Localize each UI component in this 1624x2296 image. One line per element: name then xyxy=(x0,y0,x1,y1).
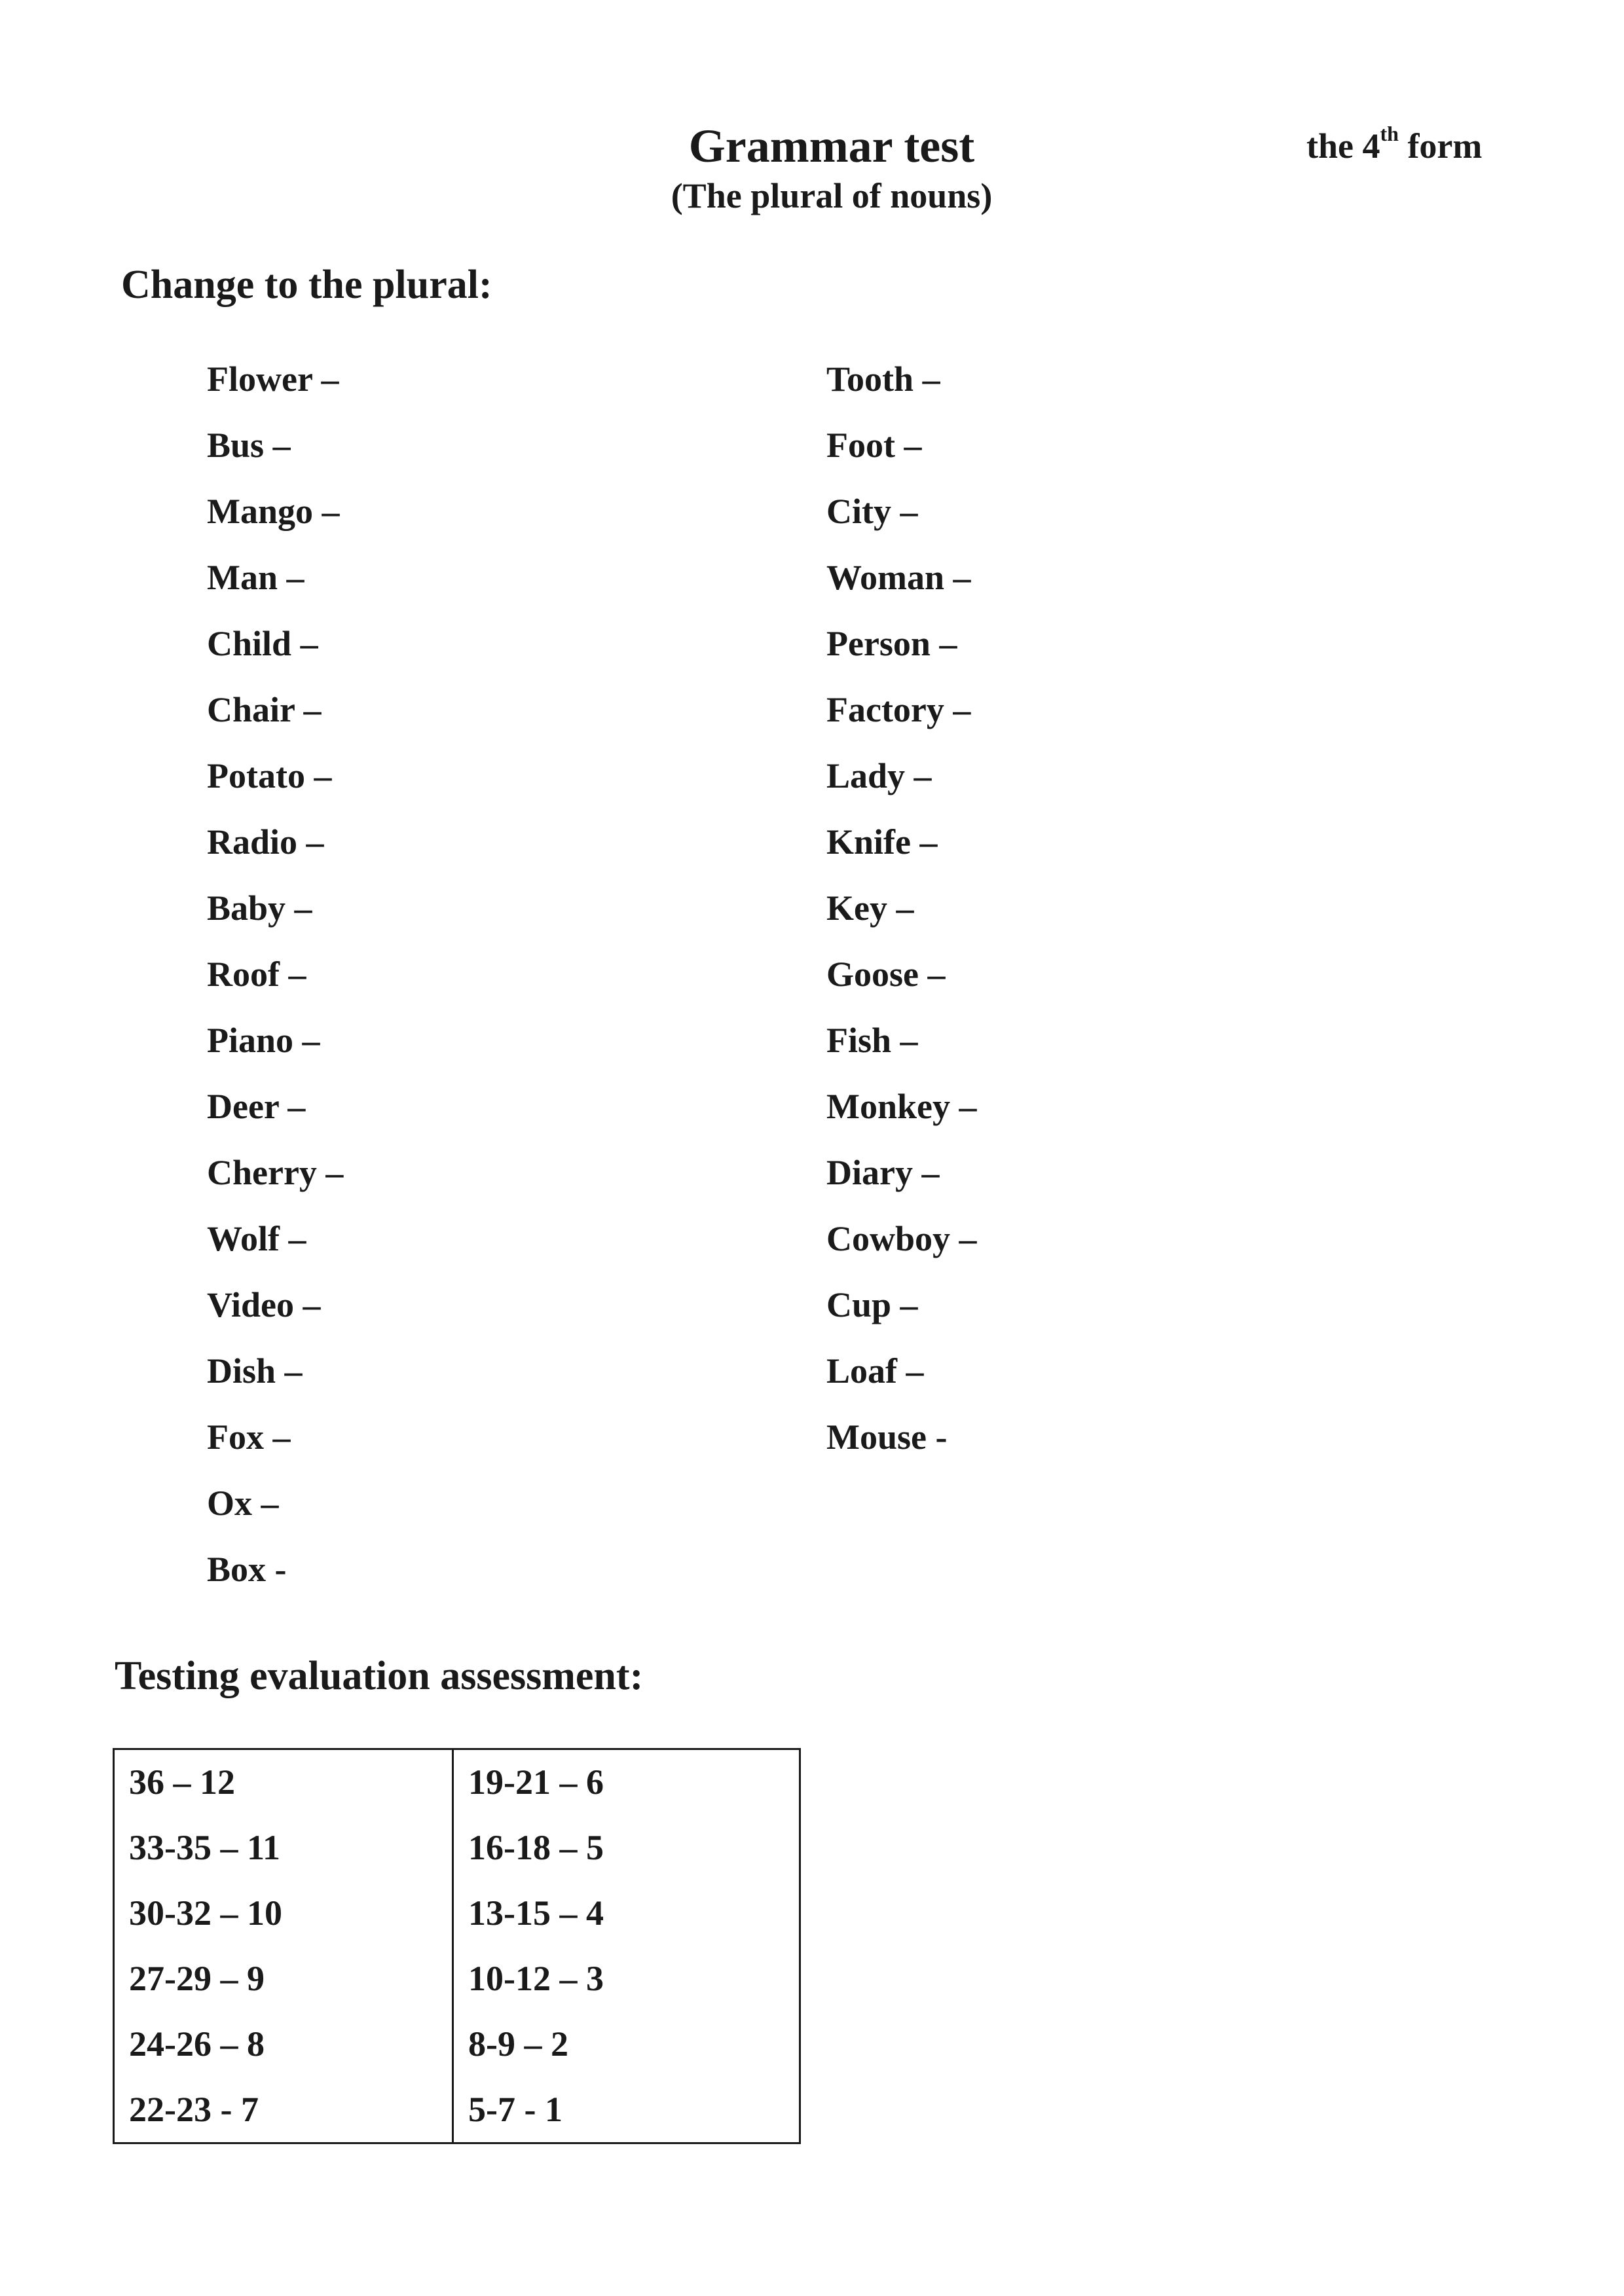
word-item: Man – xyxy=(207,558,304,597)
word-item: Piano – xyxy=(207,1021,320,1060)
score-cell: 13-15 – 4 xyxy=(468,1893,604,1933)
form-label-superscript: th xyxy=(1380,122,1399,145)
score-cell: 24-26 – 8 xyxy=(129,2024,265,2064)
word-item: Fish – xyxy=(826,1021,918,1060)
word-item: City – xyxy=(826,492,918,531)
word-item: Tooth – xyxy=(826,359,940,399)
word-item: Roof – xyxy=(207,955,306,994)
word-item: Loaf – xyxy=(826,1351,924,1391)
score-cell: 19-21 – 6 xyxy=(468,1762,604,1802)
word-item: Chair – xyxy=(207,690,322,729)
word-item: Cup – xyxy=(826,1285,918,1324)
word-item: Flower – xyxy=(207,359,339,399)
page-subtitle: (The plural of nouns) xyxy=(671,176,993,215)
word-item: Video – xyxy=(207,1285,321,1324)
score-cell: 5-7 - 1 xyxy=(468,2090,563,2129)
word-item: Goose – xyxy=(826,955,946,994)
word-item: Monkey – xyxy=(826,1087,977,1126)
word-item: Factory – xyxy=(826,690,971,729)
word-item: Mango – xyxy=(207,492,340,531)
word-item: Bus – xyxy=(207,426,291,465)
score-cell: 16-18 – 5 xyxy=(468,1828,604,1867)
table-divider xyxy=(452,1750,454,2142)
word-item: Cherry – xyxy=(207,1153,344,1192)
word-item: Key – xyxy=(826,888,914,928)
score-cell: 8-9 – 2 xyxy=(468,2024,568,2064)
word-item: Fox – xyxy=(207,1417,291,1457)
word-item: Person – xyxy=(826,624,957,663)
word-item: Woman – xyxy=(826,558,971,597)
word-item: Cowboy – xyxy=(826,1219,977,1258)
evaluation-table xyxy=(113,1748,801,2144)
form-label-prefix: the 4 xyxy=(1306,126,1380,166)
word-item: Box - xyxy=(207,1550,287,1589)
word-item: Ox – xyxy=(207,1484,279,1523)
word-item: Dish – xyxy=(207,1351,303,1391)
form-label xyxy=(1306,122,1483,166)
score-cell: 10-12 – 3 xyxy=(468,1959,604,1998)
page-title: Grammar test xyxy=(688,120,975,172)
word-item: Knife – xyxy=(826,822,938,862)
word-item: Deer – xyxy=(207,1087,306,1126)
word-item: Foot – xyxy=(826,426,922,465)
score-cell: 33-35 – 11 xyxy=(129,1828,281,1867)
word-item: Potato – xyxy=(207,756,332,795)
score-cell: 22-23 - 7 xyxy=(129,2090,259,2129)
evaluation-heading: Testing evaluation assessment: xyxy=(115,1654,644,1698)
score-cell: 27-29 – 9 xyxy=(129,1959,265,1998)
word-item: Radio – xyxy=(207,822,324,862)
word-item: Baby – xyxy=(207,888,312,928)
word-item: Diary – xyxy=(826,1153,940,1192)
task-heading: Change to the plural: xyxy=(121,263,492,307)
word-item: Child – xyxy=(207,624,318,663)
word-item: Mouse - xyxy=(826,1417,948,1457)
score-cell: 30-32 – 10 xyxy=(129,1893,282,1933)
form-label-suffix: form xyxy=(1398,126,1483,166)
word-item: Lady – xyxy=(826,756,932,795)
word-item: Wolf – xyxy=(207,1219,306,1258)
score-cell: 36 – 12 xyxy=(129,1762,235,1802)
